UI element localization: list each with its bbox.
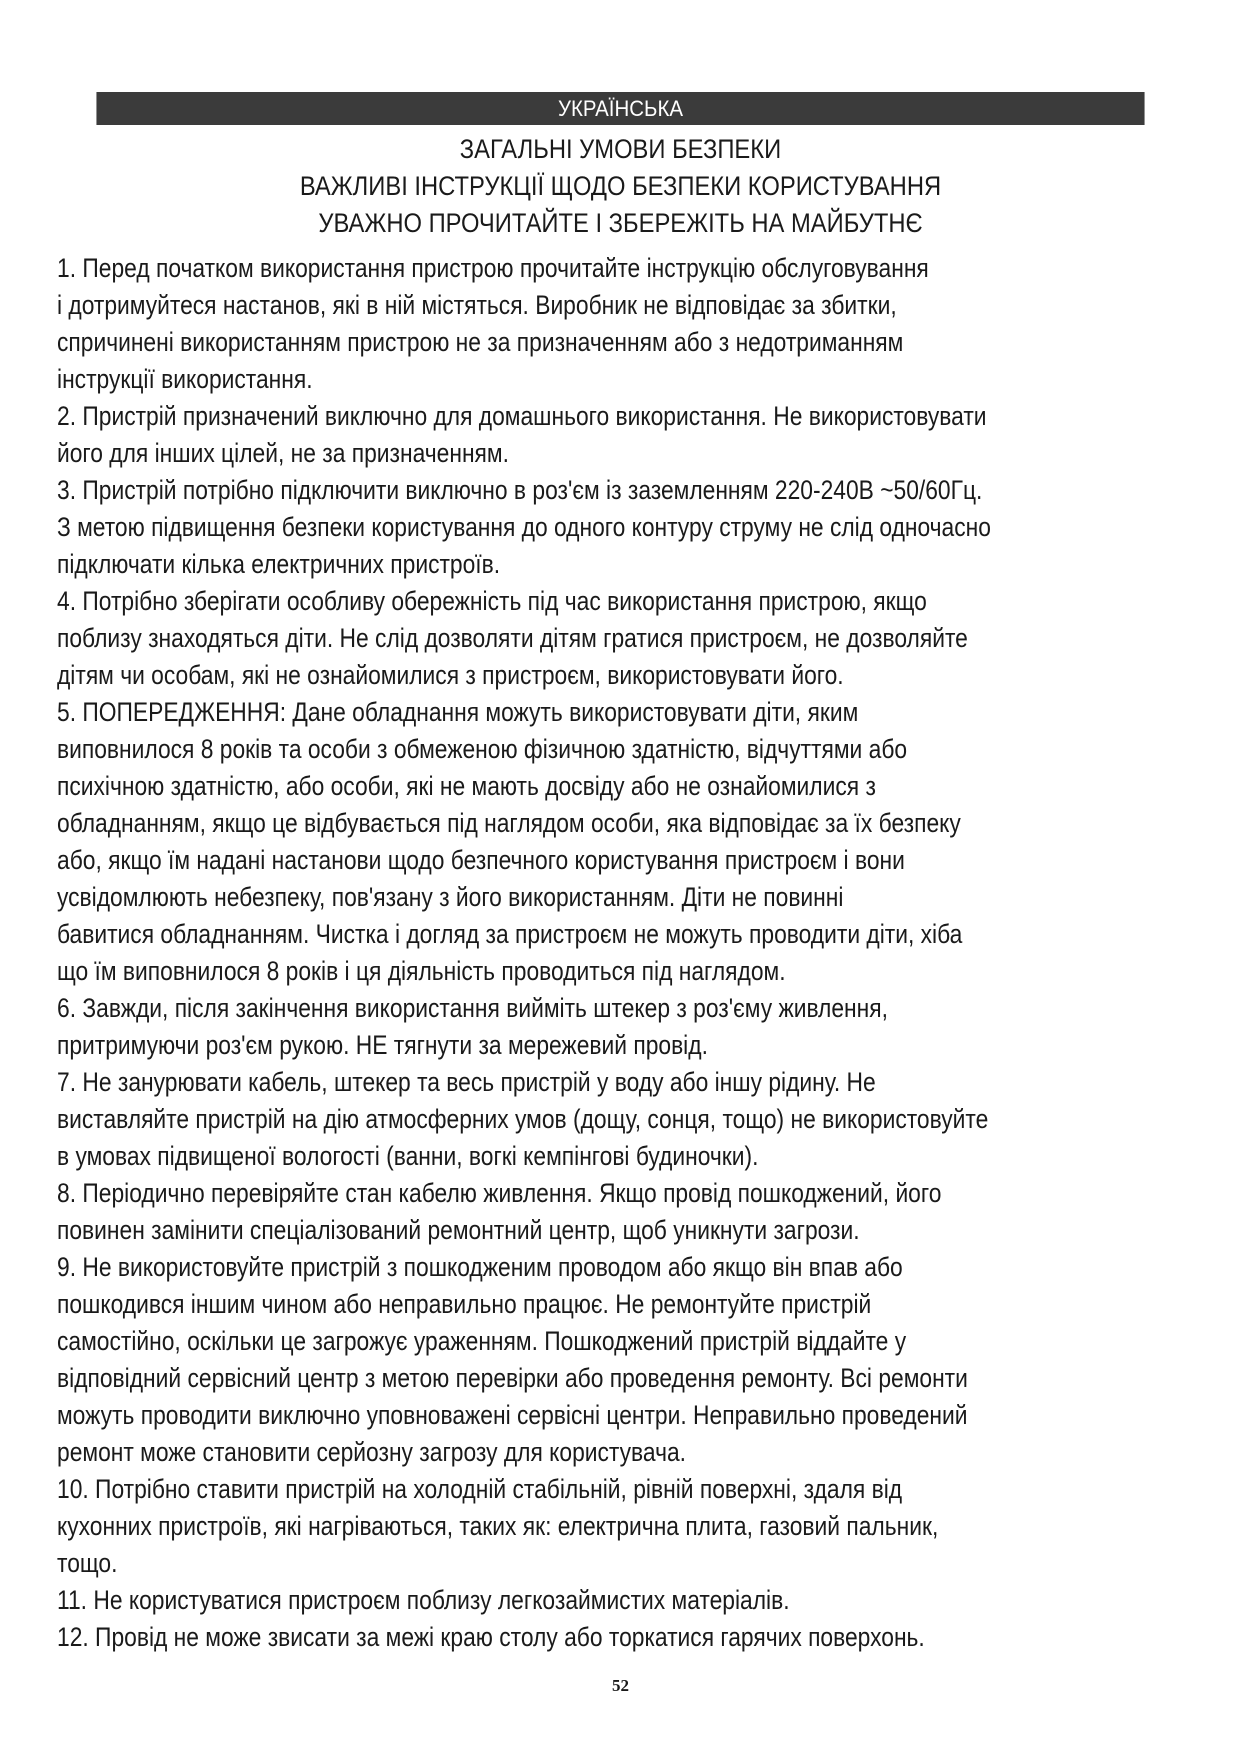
text-line: 1. Перед початком використання пристрою прочитайте інструкцію обслуговування xyxy=(57,253,929,283)
safety-item-6 xyxy=(57,990,1184,1064)
text-line: дітям чи особам, які не ознайомилися з пристроєм, використовувати його. xyxy=(57,660,844,690)
text-line: самостійно, оскільки це загрожує ураженням. Пошкоджений пристрій віддайте у xyxy=(57,1326,907,1356)
text-line: психічною здатністю, або особи, які не мають досвіду або не ознайомилися з xyxy=(57,771,876,801)
text-line: 12. Провід не може звисати за межі краю столу або торкатися гарячих поверхонь. xyxy=(57,1622,925,1652)
text-line: 7. Не занурювати кабель, штекер та весь пристрій у воду або іншу рідину. Не xyxy=(57,1067,876,1097)
text-line: повинен замінити спеціалізований ремонтний центр, щоб уникнути загрози. xyxy=(57,1215,860,1245)
text-line: З метою підвищення безпеки користування до одного контуру струму не слід одночасно xyxy=(57,512,991,542)
safety-item-10 xyxy=(57,1471,1184,1582)
text-line: 5. ПОПЕРЕДЖЕННЯ: Дане обладнання можуть використовувати діти, яким xyxy=(57,697,859,727)
text-line: підключати кілька електричних пристроїв. xyxy=(57,549,501,579)
text-line: або, якщо їм надані настанови щодо безпечного користування пристроєм і вони xyxy=(57,845,905,875)
safety-item-9 xyxy=(57,1249,1184,1471)
text-line: 3. Пристрій потрібно підключити виключно в роз'єм із заземленням 220-240В ~50/60Гц. xyxy=(57,475,983,505)
text-line: 8. Періодично перевіряйте стан кабелю живлення. Якщо провід пошкоджений, його xyxy=(57,1178,942,1208)
safety-item-1 xyxy=(57,250,1184,398)
heading-read-and-keep: УВАЖНО ПРОЧИТАЙТЕ І ЗБЕРЕЖІТЬ НА МАЙБУТНЄ xyxy=(318,208,923,238)
text-line: 2. Пристрій призначений виключно для домашнього використання. Не використовувати xyxy=(57,401,987,431)
safety-instructions-body xyxy=(57,250,1184,1656)
safety-item-3 xyxy=(57,472,1184,583)
text-line: 11. Не користуватися пристроєм поблизу легкозаймистих матеріалів. xyxy=(57,1585,790,1615)
text-line: 10. Потрібно ставити пристрій на холодній стабільній, рівній поверхні, здаля від xyxy=(57,1474,903,1504)
text-line: інструкції використання. xyxy=(57,364,313,394)
text-line: бавитися обладнанням. Чистка і догляд за пристроєм не можуть проводити діти, хіба xyxy=(57,919,963,949)
text-line: його для інших цілей, не за призначенням. xyxy=(57,438,509,468)
text-line: і дотримуйтеся настанов, які в ній містяться. Виробник не відповідає за збитки, xyxy=(57,290,897,320)
text-line: поблизу знаходяться діти. Не слід дозволяти дітям гратися пристроєм, не дозволяйте xyxy=(57,623,968,653)
text-line: тощо. xyxy=(57,1548,118,1578)
text-line: можуть проводити виключно уповноважені сервісні центри. Неправильно проведений xyxy=(57,1400,968,1430)
page-number: 52 xyxy=(612,1676,629,1695)
text-line: в умовах підвищеної вологості (ванни, вогкі кемпінгові будиночки). xyxy=(57,1141,759,1171)
text-line: спричинені використанням пристрою не за призначенням або з недотриманням xyxy=(57,327,904,357)
text-line: 9. Не використовуйте пристрій з пошкодженим проводом або якщо він впав або xyxy=(57,1252,903,1282)
safety-item-5 xyxy=(57,694,1184,990)
text-line: що їм виповнилося 8 років і ця діяльність проводиться під наглядом. xyxy=(57,956,786,986)
safety-item-8 xyxy=(57,1175,1184,1249)
text-line: 6. Завжди, після закінчення використання вийміть штекер з роз'єму живлення, xyxy=(57,993,888,1023)
safety-item-2 xyxy=(57,398,1184,472)
text-line: виповнилося 8 років та особи з обмеженою фізичною здатністю, відчуттями або xyxy=(57,734,908,764)
text-line: пошкодився іншим чином або неправильно працює. Не ремонтуйте пристрій xyxy=(57,1289,872,1319)
safety-item-7 xyxy=(57,1064,1184,1175)
heading-important-instructions: ВАЖЛИВІ ІНСТРУКЦІЇ ЩОДО БЕЗПЕКИ КОРИСТУВАННЯ xyxy=(299,171,942,201)
text-line: обладнанням, якщо це відбувається під наглядом особи, яка відповідає за їх безпеку xyxy=(57,808,961,838)
text-line: 4. Потрібно зберігати особливу обережність під час використання пристрою, якщо xyxy=(57,586,927,616)
text-line: усвідомлюють небезпеку, пов'язану з його використанням. Діти не повинні xyxy=(57,882,844,912)
safety-item-11 xyxy=(57,1582,1184,1619)
section-headings xyxy=(0,131,1241,242)
language-label: УКРАЇНСЬКА xyxy=(557,96,684,121)
text-line: ремонт може становити серйозну загрозу для користувача. xyxy=(57,1437,686,1467)
text-line: відповідний сервісний центр з метою перевірки або проведення ремонту. Всі ремонти xyxy=(57,1363,968,1393)
safety-item-4 xyxy=(57,583,1184,694)
text-line: кухонних пристроїв, які нагріваються, таких як: електрична плита, газовий пальник, xyxy=(57,1511,939,1541)
language-label-bar xyxy=(96,92,1144,125)
heading-general-safety: ЗАГАЛЬНІ УМОВИ БЕЗПЕКИ xyxy=(459,134,782,164)
text-line: виставляйте пристрій на дію атмосферних умов (дощу, сонця, тощо) не використовуйте xyxy=(57,1104,989,1134)
safety-item-12 xyxy=(57,1619,1184,1656)
text-line: притримуючи роз'єм рукою. НЕ тягнути за мережевий провід. xyxy=(57,1030,708,1060)
